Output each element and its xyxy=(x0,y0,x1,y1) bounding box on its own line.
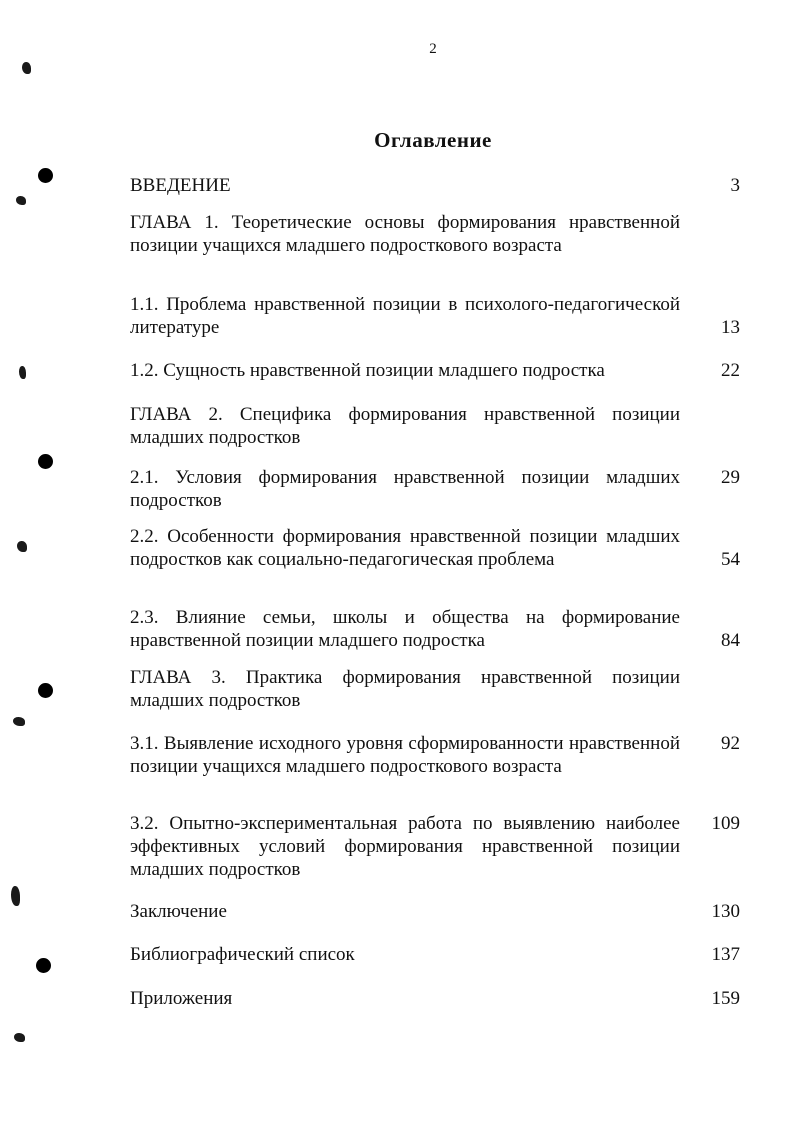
scan-speck-mark xyxy=(19,366,26,379)
toc-entry-text: Приложения xyxy=(130,988,233,1009)
toc-entry-text: ГЛАВА 2. Специфика формирования нравственной позиции младших подростков xyxy=(130,404,680,448)
toc-entry-appendices xyxy=(130,987,740,1010)
toc-entry-introduction xyxy=(130,174,740,197)
toc-entry-section-3-2 xyxy=(130,812,740,881)
toc-entry-section-3-1 xyxy=(130,732,740,778)
toc-entry-chapter-3 xyxy=(130,666,740,712)
toc-entry-conclusion xyxy=(130,900,740,923)
scan-speck-mark xyxy=(11,886,20,906)
punch-hole-mark xyxy=(38,168,53,183)
toc-title: Оглавление xyxy=(374,128,492,152)
toc-entry-chapter-1 xyxy=(130,211,740,257)
toc-entry-page: 159 xyxy=(711,988,740,1009)
toc-entry-text: ГЛАВА 3. Практика формирования нравственной позиции младших подростков xyxy=(130,667,680,711)
page-number: 2 xyxy=(429,41,437,57)
toc-entry-text: 1.1. Проблема нравственной позиции в психолого-педагогической литературе xyxy=(130,294,680,338)
toc-entry-text: 2.2. Особенности формирования нравственной позиции младших подростков как социально-педагогическая проблема xyxy=(130,526,680,570)
toc-entry-text: 3.1. Выявление исходного уровня сформированности нравственной позиции учащихся младшего подросткового возраста xyxy=(130,733,680,777)
toc-entry-page: 29 xyxy=(721,467,740,488)
scan-speck-mark xyxy=(14,1033,25,1042)
toc-entry-text: 2.3. Влияние семьи, школы и общества на формирование нравственной позиции младшего подростка xyxy=(130,607,680,651)
toc-entry-page: 3 xyxy=(730,175,740,196)
toc-entry-text: 2.1. Условия формирования нравственной позиции младших подростков xyxy=(130,467,680,511)
toc-entry-text: 3.2. Опытно-экспериментальная работа по выявлению наиболее эффективных условий формирования нравственной позиции младших подростков xyxy=(130,813,680,880)
toc-entry-page: 92 xyxy=(721,733,740,754)
toc-entry-section-2-3 xyxy=(130,606,740,652)
toc-entry-section-1-1 xyxy=(130,293,740,339)
toc-entry-section-2-2 xyxy=(130,525,740,571)
toc-entry-section-1-2 xyxy=(130,359,740,382)
punch-hole-mark xyxy=(38,683,53,698)
toc-entry-text: ВВЕДЕНИЕ xyxy=(130,175,231,196)
toc-entry-text: ГЛАВА 1. Теоретические основы формирования нравственной позиции учащихся младшего подросткового возраста xyxy=(130,212,680,256)
toc-entry-section-2-1 xyxy=(130,466,740,512)
scan-speck-mark xyxy=(22,62,31,74)
punch-hole-mark xyxy=(36,958,51,973)
punch-hole-mark xyxy=(38,454,53,469)
toc-entry-page: 84 xyxy=(721,630,740,651)
toc-entry-page: 22 xyxy=(721,360,740,381)
toc-entry-chapter-2 xyxy=(130,403,740,449)
scan-speck-mark xyxy=(17,541,27,552)
scan-speck-mark xyxy=(16,196,26,205)
toc-entry-page: 109 xyxy=(711,813,740,834)
toc-entry-page: 54 xyxy=(721,549,740,570)
toc-entry-bibliography xyxy=(130,943,740,966)
toc-entry-text: 1.2. Сущность нравственной позиции младшего подростка xyxy=(130,360,605,381)
scan-speck-mark xyxy=(13,717,25,726)
toc-entry-page: 137 xyxy=(711,944,740,965)
toc-entry-page: 130 xyxy=(711,901,740,922)
toc-entry-page: 13 xyxy=(721,317,740,338)
toc-entry-text: Библиографический список xyxy=(130,944,355,965)
toc-entry-text: Заключение xyxy=(130,901,227,922)
